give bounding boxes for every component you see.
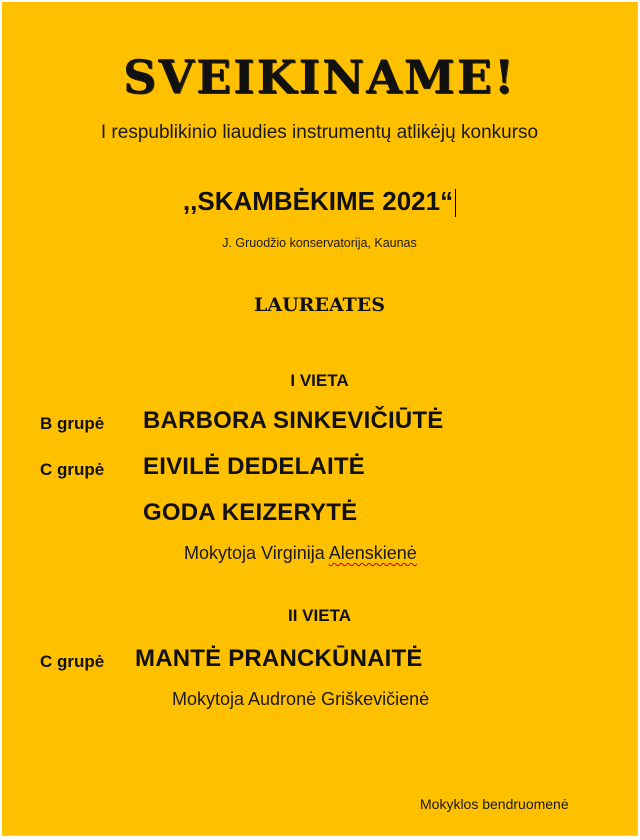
contest-name-text: ,,SKAMBĖKIME 2021“ [182,186,454,216]
teacher-prefix: Mokytoja Virginija [184,543,329,563]
footer-signature: Mokyklos bendruomenė [420,796,569,812]
first-place-teacher [184,543,417,564]
group-label: C grupė [40,460,105,479]
contest-name [2,186,637,217]
laureates-heading: LAUREATES [254,294,385,316]
teacher-surname: Alenskienė [328,543,417,563]
laureate-name: EIVILĖ DEDELAITĖ [143,453,365,480]
second-place-teacher: Mokytoja Audronė Griškevičienė [172,689,430,709]
first-place-label: I VIETA [290,371,349,390]
headline-title: SVEIKINAME! [123,50,516,104]
subtitle: I respublikinio liaudies instrumentų atlikėjų konkurso [100,122,539,143]
laureate-name: MANTĖ PRANCKŪNAITĖ [135,645,423,672]
venue: J. Gruodžio konservatorija, Kaunas [222,236,417,250]
laureate-name: GODA KEIZERYTĖ [143,499,358,526]
text-cursor [455,189,456,217]
laureate-name: BARBORA SINKEVIČIŪTĖ [143,407,444,434]
group-label: B grupė [40,414,105,433]
group-label: C grupė [40,652,105,671]
second-place-label: II VIETA [288,606,351,625]
document-page [2,2,638,836]
